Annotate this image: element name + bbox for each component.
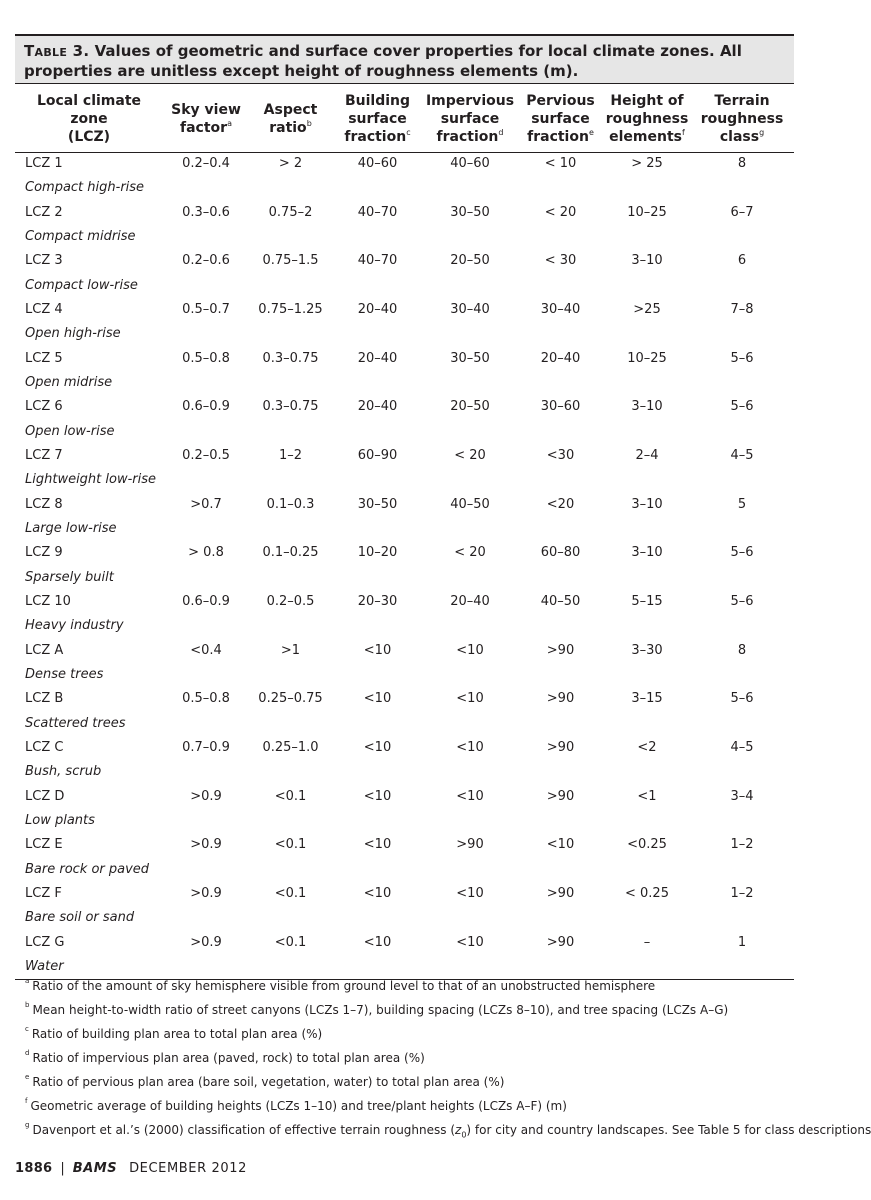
value-cell: <30	[546, 448, 575, 464]
value-cell: 40–70	[357, 253, 398, 269]
value-cell: 5–15	[631, 594, 663, 610]
table-row	[15, 541, 794, 565]
value-cell: 5–6	[730, 399, 754, 415]
header-text: fraction	[436, 128, 499, 145]
header-text: Local climate zone	[36, 92, 142, 127]
table-body	[15, 152, 794, 979]
value-cell: < 10	[544, 156, 577, 172]
value-cell: <20	[546, 496, 575, 512]
value-cell: 20–50	[450, 399, 490, 415]
value-cell: <0.1	[274, 837, 307, 853]
value-cell: < 20	[454, 448, 486, 464]
footnote-text: Ratio of impervious plan area (paved, rock) to total plan area (%)	[32, 1051, 425, 1065]
zone-description: Bare soil or sand	[25, 910, 135, 926]
value-cell: 0.75–1.25	[258, 302, 323, 318]
zone-description: Compact low-rise	[25, 277, 138, 293]
value-cell: < 20	[544, 204, 577, 220]
value-cell: <0.1	[274, 934, 307, 950]
value-cell: 0.3–0.75	[262, 350, 319, 366]
zone-description-row	[15, 566, 794, 590]
footnote-mark: f	[25, 1097, 28, 1105]
zone-description: Bush, scrub	[25, 764, 102, 780]
value-cell: 3–10	[631, 496, 663, 512]
table-row	[15, 249, 794, 273]
header-text: Terrain	[714, 92, 770, 109]
value-cell: 20–40	[450, 594, 490, 610]
table-row	[15, 444, 794, 468]
zone-description-row	[15, 225, 794, 249]
value-cell: <1	[637, 788, 657, 804]
value-cell: 1–2	[278, 448, 303, 464]
footnote-ref: f	[682, 127, 685, 137]
value-cell: 5	[737, 496, 747, 512]
value-cell: 0.5–0.7	[182, 302, 230, 318]
value-cell: < 30	[544, 253, 577, 269]
zone-description-row	[15, 517, 794, 541]
zone-name-cell: LCZ 10	[25, 594, 71, 610]
value-cell: <0.4	[190, 642, 222, 658]
value-cell: 40–60	[450, 156, 490, 172]
value-cell: 3–10	[631, 399, 663, 415]
value-cell: >25	[633, 302, 661, 318]
value-cell: 0.7–0.9	[182, 740, 230, 756]
footnote-ref: b	[306, 118, 312, 128]
zone-description-row	[15, 906, 794, 930]
value-cell: >0.9	[190, 934, 222, 950]
value-cell: <10	[456, 886, 484, 901]
footnote-mark: b	[25, 1001, 30, 1009]
zone-description: Compact midrise	[25, 229, 136, 245]
header-text: ratio	[269, 119, 307, 136]
value-cell: >1	[280, 642, 301, 658]
table-row	[15, 201, 794, 225]
zone-description-row	[15, 176, 794, 200]
footnote-mark: d	[25, 1049, 30, 1057]
zone-name-cell: LCZ C	[25, 740, 64, 756]
value-cell: 1–2	[730, 837, 754, 853]
value-cell: 3–4	[730, 788, 754, 804]
value-cell: <10	[456, 740, 484, 756]
footnote-text-after: ) for city and country landscapes. See Table 5 for class descriptions	[466, 1123, 871, 1137]
zone-name-cell: LCZ A	[25, 642, 64, 658]
footnote	[15, 1001, 795, 1025]
zone-description-row	[15, 614, 794, 638]
value-cell: 3–30	[631, 642, 663, 658]
value-cell: 0.6–0.9	[182, 399, 230, 415]
header-text: Height of	[610, 92, 684, 109]
value-cell: 30–50	[357, 496, 398, 512]
value-cell: <10	[363, 934, 392, 950]
zone-name-cell: LCZ 4	[25, 302, 63, 318]
value-cell: <10	[546, 837, 575, 853]
footnote-text: Geometric average of building heights (LCZs 1–10) and tree/plant heights (LCZs A–F) (m)	[30, 1099, 567, 1113]
zone-description-row	[15, 663, 794, 687]
zone-name-cell: LCZ 8	[25, 496, 63, 512]
value-cell: 60–90	[357, 448, 398, 464]
footnote	[15, 1049, 795, 1073]
value-cell: 0.25–1.0	[262, 740, 319, 756]
column-header	[249, 86, 332, 152]
footnote-text: Ratio of pervious plan area (bare soil, vegetation, water) to total plan area (%)	[32, 1075, 505, 1089]
value-cell: 10–25	[627, 350, 667, 366]
footnote-ref: e	[588, 127, 594, 137]
value-cell: > 25	[631, 156, 663, 172]
value-cell: 0.2–0.5	[266, 594, 315, 610]
zone-description: Open low-rise	[25, 423, 115, 439]
value-cell: >90	[546, 691, 575, 707]
zone-description-row	[15, 322, 794, 346]
value-cell: 3–10	[631, 253, 663, 269]
header-text: class	[719, 128, 760, 145]
zone-description-row	[15, 760, 794, 784]
value-cell: <10	[363, 642, 392, 658]
zone-name-cell: LCZ 5	[25, 350, 63, 366]
header-text: (LCZ)	[67, 128, 111, 145]
value-cell: 0.75–2	[268, 204, 313, 220]
value-cell: 0.2–0.6	[182, 253, 230, 269]
table-row	[15, 347, 794, 371]
value-cell: 0.1–0.25	[262, 545, 319, 561]
zone-name-cell: LCZ B	[25, 691, 64, 707]
symbol-z: z	[455, 1123, 462, 1137]
value-cell: 8	[737, 156, 747, 172]
symbol-subscript: 0	[461, 1130, 467, 1140]
footnote-text: Ratio of building plan area to total plan area (%)	[31, 1027, 323, 1041]
value-cell: <10	[363, 691, 392, 707]
value-cell: 30–40	[450, 302, 490, 318]
footnote-ref: g	[759, 127, 765, 137]
value-cell: –	[643, 934, 651, 950]
footnote-ref: d	[498, 127, 504, 137]
header-text: Impervious	[425, 92, 515, 109]
zone-name-cell: LCZ F	[25, 886, 62, 901]
header-text: roughness	[700, 110, 784, 127]
footnote-text: Mean height-to-width ratio of street canyons (LCZs 1–7), building spacing (LCZs 8–10), and tree spacing (LCZs A–G)	[32, 1003, 729, 1017]
value-cell: < 0.25	[625, 886, 669, 901]
value-cell: >90	[456, 837, 484, 853]
value-cell: 60–80	[540, 545, 581, 561]
value-cell: 0.25–0.75	[258, 691, 323, 707]
zone-name-cell: LCZ 3	[25, 253, 63, 269]
value-cell: 6–7	[730, 204, 754, 220]
caption-text: Values of geometric and surface cover properties for local climate zones. All properties are unitless except height of roughness elements (m).	[24, 42, 742, 80]
value-cell: >0.9	[190, 788, 222, 804]
table-row	[15, 687, 794, 711]
page-number: 1886	[15, 1160, 53, 1176]
value-cell: 20–30	[357, 594, 398, 610]
zone-name-cell: LCZ E	[25, 837, 63, 853]
header-text: Sky view	[171, 101, 241, 118]
footnote	[15, 977, 795, 1001]
zone-description-row	[15, 858, 794, 882]
table-row	[15, 395, 794, 419]
header-text: surface	[440, 110, 500, 127]
value-cell: 10–20	[357, 545, 398, 561]
footnote-mark: a	[25, 977, 30, 985]
value-cell: 0.2–0.4	[182, 156, 230, 172]
value-cell: 7–8	[730, 302, 754, 318]
footnote-text: Ratio of the amount of sky hemisphere visible from ground level to that of an unobstructed hemisphere	[32, 979, 656, 993]
zone-description: Lightweight low-rise	[25, 472, 157, 488]
zone-description: Low plants	[25, 813, 95, 829]
value-cell: 20–40	[540, 350, 581, 366]
issue-date: DECEMBER 2012	[129, 1160, 247, 1176]
header-text: fraction	[344, 128, 407, 145]
value-cell: 0.3–0.6	[182, 204, 230, 220]
value-cell: 0.3–0.75	[262, 399, 319, 415]
zone-description-row	[15, 420, 794, 444]
zone-description: Sparsely built	[25, 569, 114, 585]
table-row	[15, 736, 794, 760]
value-cell: 30–60	[540, 399, 581, 415]
table-row	[15, 298, 794, 322]
value-cell: >90	[546, 642, 575, 658]
value-cell: 3–10	[631, 545, 663, 561]
value-cell: 40–50	[540, 594, 581, 610]
table-row	[15, 785, 794, 809]
value-cell: <0.1	[274, 788, 307, 804]
value-cell: 6	[737, 253, 747, 269]
footnote-mark: e	[25, 1073, 30, 1081]
value-cell: 40–50	[450, 496, 490, 512]
table-caption	[15, 34, 794, 84]
value-cell: <10	[456, 934, 484, 950]
footnote-text-before: Davenport et al.’s (2000) classification of effective terrain roughness (	[32, 1123, 456, 1137]
zone-description-row	[15, 371, 794, 395]
table-row	[15, 493, 794, 517]
zone-name-cell: LCZ 1	[25, 156, 63, 172]
journal-name: BAMS	[72, 1160, 118, 1176]
column-header	[163, 86, 249, 152]
value-cell: <10	[456, 691, 484, 707]
table-row	[15, 833, 794, 857]
zone-name-cell: LCZ 2	[25, 204, 63, 220]
value-cell: > 2	[278, 156, 303, 172]
header-row	[15, 86, 794, 152]
value-cell: 1	[737, 934, 747, 950]
value-cell: 5–6	[730, 691, 754, 707]
value-cell: < 20	[454, 545, 486, 561]
value-cell: <10	[363, 788, 392, 804]
value-cell: 10–25	[627, 204, 667, 220]
header-text: Building	[344, 92, 411, 109]
value-cell: 0.2–0.5	[182, 448, 230, 464]
header-text: elements	[609, 128, 683, 145]
table-row	[15, 882, 794, 906]
footnote	[15, 1097, 795, 1121]
value-cell: 4–5	[730, 448, 754, 464]
value-cell: 20–40	[357, 350, 398, 366]
zone-description: Open midrise	[25, 375, 113, 391]
footnote-ref: a	[227, 118, 232, 128]
value-cell: 30–40	[540, 302, 581, 318]
header-text: factor	[180, 119, 228, 136]
zone-name-cell: LCZ G	[25, 934, 65, 950]
value-cell: >90	[546, 934, 575, 950]
value-cell: 2–4	[635, 448, 659, 464]
value-cell: <10	[363, 886, 392, 901]
value-cell: 20–40	[357, 399, 398, 415]
value-cell: 0.5–0.8	[182, 350, 230, 366]
value-cell: 5–6	[730, 545, 754, 561]
value-cell: 0.5–0.8	[182, 691, 230, 707]
header-text: fraction	[527, 128, 589, 145]
value-cell: >0.9	[190, 886, 222, 901]
value-cell: 5–6	[730, 350, 754, 366]
zone-description-row	[15, 955, 794, 979]
table-label: Table 3.	[24, 42, 90, 60]
value-cell: 0.75–1.5	[262, 253, 319, 269]
zone-description-row	[15, 712, 794, 736]
zone-name-cell: LCZ 9	[25, 545, 63, 561]
value-cell: 20–40	[357, 302, 398, 318]
zone-description-row	[15, 468, 794, 492]
footnotes	[15, 977, 871, 1145]
footnote	[15, 1025, 795, 1049]
zone-description-row	[15, 274, 794, 298]
zone-description: Compact high-rise	[25, 180, 145, 196]
lcz-properties-table	[15, 86, 794, 980]
zone-description: Water	[15, 955, 794, 979]
footnote	[15, 1073, 795, 1097]
value-cell: 40–70	[357, 204, 398, 220]
value-cell: 40–60	[357, 156, 398, 172]
value-cell: <10	[363, 740, 392, 756]
zone-description: Large low-rise	[25, 521, 117, 537]
value-cell: > 0.8	[188, 545, 224, 561]
value-cell: 30–50	[450, 350, 490, 366]
table-row	[15, 590, 794, 614]
header-text: Pervious	[526, 92, 595, 109]
zone-description: Scattered trees	[25, 715, 126, 731]
zone-description: Bare rock or paved	[25, 861, 150, 877]
value-cell: 1–2	[730, 886, 754, 901]
value-cell: 3–15	[631, 691, 663, 707]
roughness-length-symbol	[455, 1123, 467, 1140]
footnote-g	[15, 1121, 871, 1145]
column-header	[423, 86, 517, 152]
value-cell: 20–50	[450, 253, 490, 269]
header-text: Aspect	[263, 101, 318, 118]
zone-description-row	[15, 809, 794, 833]
value-cell: >90	[546, 788, 575, 804]
value-cell: 8	[737, 642, 747, 658]
value-cell: <0.1	[274, 886, 307, 901]
value-cell: >0.7	[190, 496, 222, 512]
zone-name-cell: LCZ 6	[25, 399, 63, 415]
column-header	[15, 86, 163, 152]
column-header	[604, 86, 690, 152]
value-cell: <10	[456, 788, 484, 804]
value-cell: 0.6–0.9	[182, 594, 230, 610]
header-text: roughness	[605, 110, 689, 127]
table-row	[15, 639, 794, 663]
table-row	[15, 152, 794, 176]
column-header	[690, 86, 794, 152]
value-cell: <0.25	[627, 837, 667, 853]
zone-name-cell: LCZ D	[25, 788, 65, 804]
zone-name-cell: LCZ 7	[25, 448, 63, 464]
zone-description: Open high-rise	[25, 326, 121, 342]
column-header	[517, 86, 604, 152]
value-cell: <2	[637, 740, 657, 756]
footnote-mark: g	[25, 1121, 30, 1129]
header-text: surface	[531, 110, 590, 127]
value-cell: 0.1–0.3	[266, 496, 315, 512]
value-cell: <10	[363, 837, 392, 853]
value-cell: >90	[546, 886, 575, 901]
value-cell: 4–5	[730, 740, 754, 756]
value-cell: 30–50	[450, 204, 490, 220]
header-text: surface	[348, 110, 407, 127]
column-header	[332, 86, 423, 152]
table-row	[15, 931, 794, 955]
value-cell: >0.9	[190, 837, 222, 853]
footnote-ref: c	[406, 127, 411, 137]
value-cell: >90	[546, 740, 575, 756]
value-cell: 5–6	[730, 594, 754, 610]
zone-description: Dense trees	[25, 667, 104, 683]
page-footer	[15, 1157, 247, 1179]
footer-separator: |	[60, 1160, 65, 1176]
zone-description: Heavy industry	[25, 618, 124, 634]
footnote-mark: c	[25, 1025, 29, 1033]
value-cell: <10	[456, 642, 484, 658]
